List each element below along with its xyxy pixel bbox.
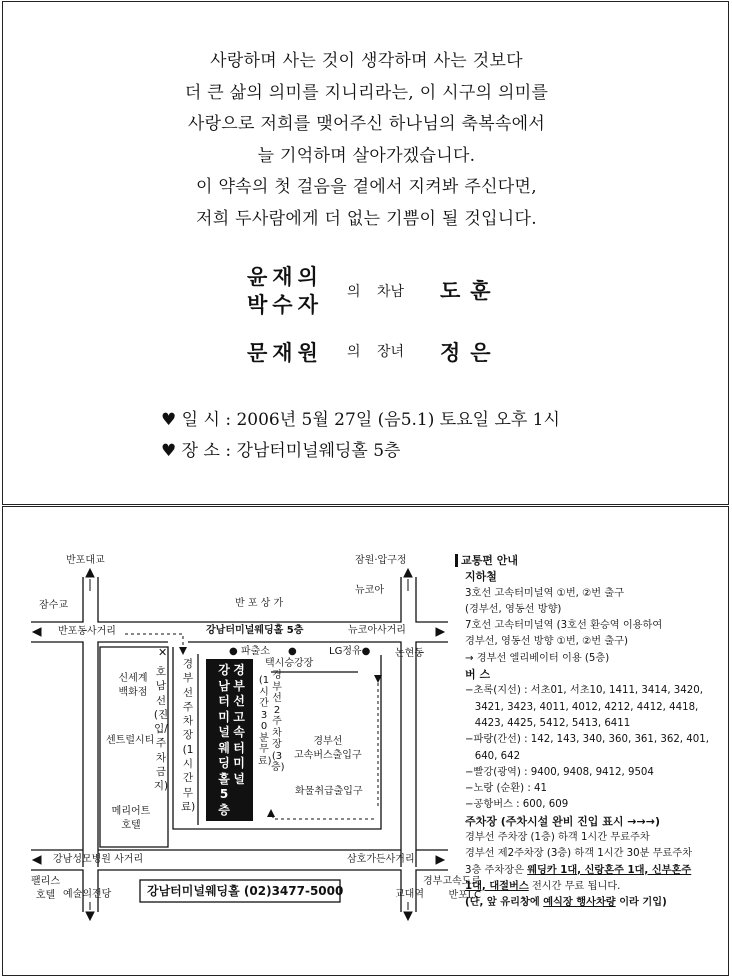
honam-line-label: 호남선(진입/주차금지)	[153, 666, 169, 793]
bus-entrance-label: 경부선 고속버스출입구	[294, 736, 362, 761]
gbp2-parking-label: 경부선2주차장(3층)	[271, 670, 285, 773]
jamsu-bridge-label: 잠수교	[39, 600, 68, 611]
poem-line: 더 큰 삶의 의미를 지니리라는, 이 시구의 의미를	[184, 82, 549, 103]
nonhyeon-label: 논현동	[395, 648, 424, 659]
venue-label: 강남터미널웨딩홀 5층	[206, 625, 304, 636]
date-value: 2006년 5월 27일 (음5.1) 토요일 오후 1시	[236, 410, 560, 430]
map-panel	[2, 506, 729, 976]
subway-line: → 경부선 엘리베이터 이용 (5층)	[465, 652, 610, 664]
bus-line: −공항버스 : 600, 609	[465, 799, 569, 811]
jamwon-label: 잠원·압구정	[355, 555, 407, 566]
samho-junction-label: 삼호가든사거리	[347, 854, 415, 865]
contact-box: 강남터미널웨딩홀 (02)3477-5000	[147, 884, 344, 898]
date-label: 일 시	[181, 410, 220, 430]
subway-title: 지하철	[465, 570, 497, 584]
colon: :	[225, 410, 232, 430]
gbp-parking-label: 경부선주차장(1시간무료)	[181, 658, 196, 813]
banpo-bridge-label: 반포대교	[66, 555, 105, 566]
bus-line: −초록(지선) : 서초01, 서초10, 1411, 3414, 3420,	[465, 685, 703, 697]
taxi-label: 택시승강장	[265, 658, 314, 669]
terminal-vertical-label: 경부선고속터미널	[233, 663, 245, 786]
event-date	[161, 405, 560, 430]
bus-line: −노랑 (순환) : 41	[465, 783, 547, 795]
place-label: 장 소	[181, 441, 220, 461]
heart-icon: ♥	[161, 441, 177, 461]
parking-line: 3층 주차장은 웨딩카 1대, 신랑혼주 1대, 신부혼주	[465, 864, 692, 876]
bus-line: −파랑(간선) : 142, 143, 340, 360, 361, 362, 401,	[465, 734, 709, 746]
event-place	[161, 436, 400, 461]
bride-particle: 의	[347, 344, 361, 360]
palace-hotel-label: 팰리스 호텔	[31, 876, 60, 901]
venue-vertical-label: 강남터미널웨딩홀5층	[218, 663, 230, 817]
bride-father-name: 문재원	[247, 341, 323, 365]
central-city-label: 센트럴시티	[106, 735, 155, 746]
poem-line: 저희 두사람에게 더 없는 기쁨이 될 것입니다.	[196, 208, 537, 229]
bus-line: 4423, 4425, 5412, 5413, 6411	[465, 717, 631, 729]
bus-line: −빨강(광역) : 9400, 9408, 9412, 9504	[465, 766, 654, 778]
shinsegae-label: 신세계 백화점	[118, 673, 148, 698]
parking-line: 1대, 대절버스 전시간 무료 됩니다.	[465, 880, 621, 892]
transport-title: 교통편 안내	[455, 553, 709, 569]
parking-line: 경부선 주차장 (1층) 하객 1시간 무료주차	[465, 832, 650, 844]
groom-name: 도훈	[440, 279, 501, 303]
gbp2-parking-hours: (1시간30분무료)	[258, 675, 272, 767]
heart-icon: ♥	[161, 410, 177, 430]
bride-relation: 장녀	[377, 344, 405, 360]
cargo-entrance-label: 화물취급출입구	[295, 786, 363, 797]
groom-father-name: 윤재의	[247, 265, 323, 289]
subway-line: 경부선, 영동선 방향 ①번, ②번 출구)	[465, 636, 629, 648]
colon: :	[225, 441, 232, 461]
dot-icon: ●	[288, 646, 297, 657]
expressway-label: 경부고속도로 반포I.C	[423, 876, 481, 901]
newcore-label: 뉴코아	[355, 585, 384, 596]
poem-line: 늘 기억하며 살아가겠습니다.	[257, 145, 476, 166]
arts-center-label: 예술의전당	[63, 889, 112, 900]
marriott-label: 메리어트 호텔	[111, 806, 151, 831]
no-entry-icon: ✕	[158, 646, 168, 659]
parking-line: 경부선 제2주차장 (3층) 하객 1시간 30분 무료주차	[465, 848, 693, 860]
bus-line: 3421, 3423, 4011, 4012, 4212, 4412, 4418,	[465, 701, 699, 713]
parking-note: (단, 앞 유리창에 예식장 행사차량 이라 기입)	[465, 897, 667, 909]
subway-line: (경부선, 영동선 방향)	[465, 603, 562, 615]
newcore-junction-label: 뉴코아사거리	[348, 625, 406, 636]
invitation-poem	[3, 46, 730, 235]
groom-mother-name: 박수자	[247, 293, 323, 317]
transport-info	[455, 553, 709, 912]
subway-line: 7호선 고속터미널역 (3호선 환승역 이용하여	[465, 620, 663, 632]
place-value: 강남터미널웨딩홀 5층	[236, 441, 401, 461]
bus-line: 640, 642	[465, 750, 521, 762]
lg-label: LG정유●	[329, 646, 371, 657]
bus-title: 버 스	[465, 668, 491, 682]
banpo-dong-label: 반포동사거리	[58, 626, 116, 637]
subway-line: 3호선 고속터미널역 ①번, ②번 출구	[465, 587, 625, 599]
parking-title: 주차장 (주차시설 완비 진입 표시 →→→)	[465, 814, 660, 828]
invitation-card	[2, 1, 729, 505]
bride-name: 정은	[440, 341, 501, 365]
groom-particle: 의	[347, 284, 361, 300]
poem-line: 이 약속의 첫 걸음을 곁에서 지켜봐 주신다면,	[196, 177, 537, 197]
edu-univ-label: 교대역	[395, 889, 424, 900]
police-label: ● 파출소	[229, 646, 270, 657]
st-mary-junction-label: 강남성모병원 사거리	[53, 854, 144, 865]
poem-line: 사랑하며 사는 것이 생각하며 사는 것보다	[210, 51, 523, 71]
banpo-mall-label: 반 포 상 가	[235, 598, 284, 609]
poem-line: 사랑으로 저희를 맺어주신 하나님의 축복속에서	[187, 114, 546, 134]
groom-relation: 차남	[377, 284, 405, 300]
